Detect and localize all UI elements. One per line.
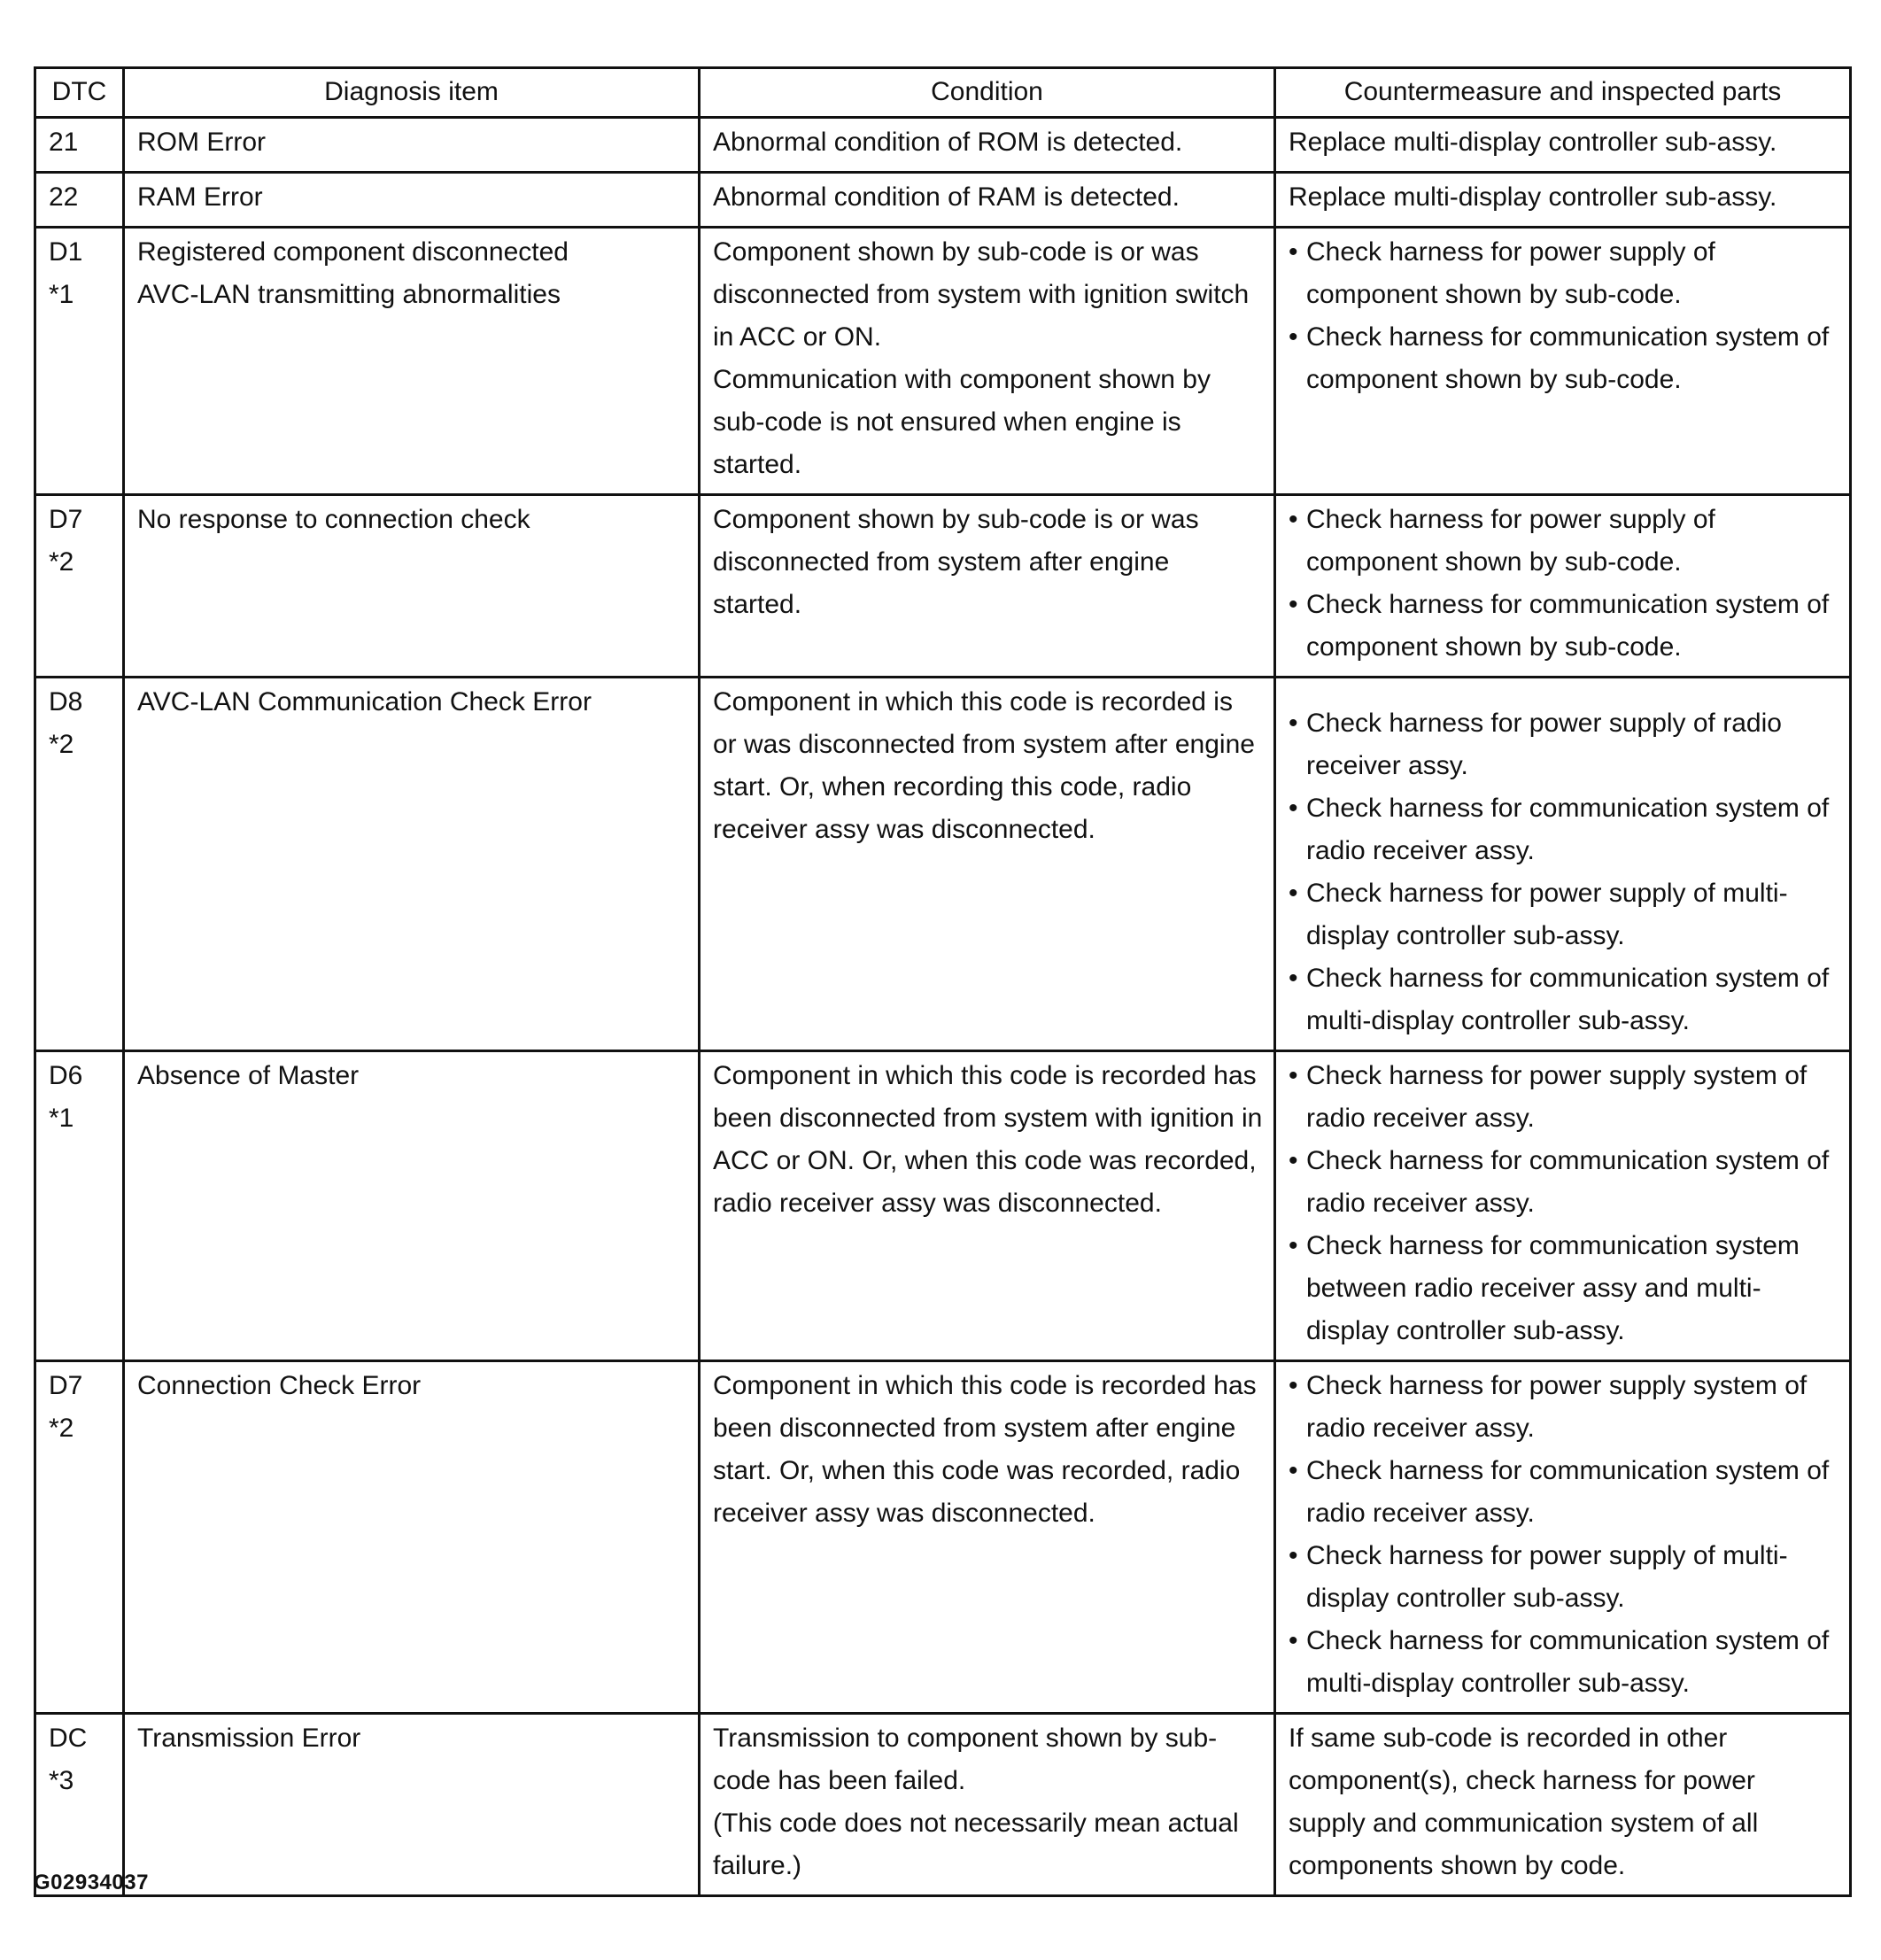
- countermeasure-item: • Check harness for communication system of component shown by sub-code.: [1289, 584, 1838, 669]
- diagnosis-item-cell: [124, 1051, 700, 1361]
- table-row: [35, 1051, 1851, 1361]
- table-row: [35, 118, 1851, 173]
- condition-text: Abnormal condition of ROM is detected.: [713, 128, 1183, 157]
- table-row: [35, 1714, 1851, 1896]
- countermeasure-item: • Check harness for communication system of multi-display controller sub-assy.: [1289, 957, 1838, 1042]
- countermeasure-item: • Check harness for power supply system of radio receiver assy.: [1289, 1055, 1838, 1140]
- dtc-footnote-ref: *3: [49, 1766, 74, 1795]
- countermeasure-cell: [1275, 1051, 1851, 1361]
- condition-cell: [700, 1361, 1275, 1714]
- countermeasure-list: [1289, 1055, 1838, 1352]
- header-diagnosis-item: Diagnosis item: [124, 68, 700, 118]
- diagnosis-item-cell: [124, 678, 700, 1051]
- diagnosis-item-text: RAM Error: [137, 182, 263, 212]
- countermeasure-cell: [1275, 173, 1851, 228]
- dtc-code-cell: [35, 1051, 124, 1361]
- condition-text: Transmission to component shown by sub-code has been failed.: [713, 1724, 1218, 1795]
- diagnosis-item-cell: [124, 1361, 700, 1714]
- countermeasure-cell: [1275, 1361, 1851, 1714]
- condition-text: Component in which this code is recorded is or was disconnected from system after engine start. Or, when recording this code, radio receiver assy was disconnected.: [713, 687, 1255, 844]
- table-row: [35, 228, 1851, 495]
- countermeasure-item: • Check harness for communication system of component shown by sub-code.: [1289, 316, 1838, 401]
- condition-cell: [700, 1051, 1275, 1361]
- countermeasure-item: • Check harness for communication system of radio receiver assy.: [1289, 787, 1838, 872]
- table-row: [35, 173, 1851, 228]
- dtc-footnote-ref: *2: [49, 730, 74, 759]
- condition-text: Component shown by sub-code is or was disconnected from system with ignition switch in ACC or ON.: [713, 237, 1250, 352]
- countermeasure-cell: [1275, 495, 1851, 678]
- condition-cell: [700, 495, 1275, 678]
- condition-cell: [700, 118, 1275, 173]
- condition-text: Component shown by sub-code is or was disconnected from system after engine started.: [713, 505, 1199, 619]
- figure-id: G02934037: [34, 1871, 149, 1894]
- condition-cell: [700, 228, 1275, 495]
- countermeasure-item: • Check harness for communication system of radio receiver assy.: [1289, 1450, 1838, 1535]
- countermeasure-text: Replace multi-display controller sub-assy.: [1289, 128, 1777, 157]
- table-row: [35, 1361, 1851, 1714]
- countermeasure-text: Replace multi-display controller sub-assy.: [1289, 182, 1777, 212]
- dtc-footnote-ref: *2: [49, 1414, 74, 1443]
- dtc-code: D8: [49, 687, 83, 717]
- countermeasure-item: • Check harness for power supply of radio receiver assy.: [1289, 702, 1838, 787]
- condition-cell: [700, 173, 1275, 228]
- dtc-code: D7: [49, 505, 83, 534]
- diagnosis-item-text: No response to connection check: [137, 505, 530, 534]
- countermeasure-list: [1289, 681, 1838, 1042]
- countermeasure-item: • Check harness for power supply of component shown by sub-code.: [1289, 231, 1838, 316]
- diagnosis-item-text: ROM Error: [137, 128, 266, 157]
- diagnosis-item-cell: [124, 228, 700, 495]
- countermeasure-item: • Check harness for power supply system of radio receiver assy.: [1289, 1365, 1838, 1450]
- dtc-code-cell: [35, 1361, 124, 1714]
- condition-text: Component in which this code is recorded has been disconnected from system with ignition in ACC or ON. Or, when this code was recorded, radio receiver assy was disconnected.: [713, 1061, 1263, 1218]
- dtc-footnote-ref: *2: [49, 547, 74, 577]
- countermeasure-cell: [1275, 118, 1851, 173]
- diagnosis-item-cell: [124, 1714, 700, 1896]
- countermeasure-item: • Check harness for communication system of radio receiver assy.: [1289, 1140, 1838, 1225]
- table-row: [35, 495, 1851, 678]
- countermeasure-cell: [1275, 1714, 1851, 1896]
- diagnosis-item-cell: [124, 173, 700, 228]
- condition-cell: [700, 1714, 1275, 1896]
- countermeasure-item: • Check harness for power supply of multi-display controller sub-assy.: [1289, 1535, 1838, 1620]
- dtc-code-cell: [35, 118, 124, 173]
- table-row: [35, 678, 1851, 1051]
- dtc-code-cell: [35, 1714, 124, 1896]
- condition-text: Abnormal condition of RAM is detected.: [713, 182, 1180, 212]
- diagnosis-item-text: AVC-LAN transmitting abnormalities: [137, 280, 561, 309]
- dtc-code-cell: [35, 678, 124, 1051]
- dtc-table: [34, 66, 1852, 1897]
- countermeasure-cell: [1275, 228, 1851, 495]
- countermeasure-text: If same sub-code is recorded in other component(s), check harness for power supply and communication system of all components shown by code.: [1289, 1724, 1759, 1880]
- diagnosis-item-text: Transmission Error: [137, 1724, 361, 1753]
- diagnosis-item-text: Connection Check Error: [137, 1371, 422, 1400]
- diagnosis-item-text: Absence of Master: [137, 1061, 360, 1090]
- header-condition: Condition: [700, 68, 1275, 118]
- dtc-code-cell: [35, 173, 124, 228]
- countermeasure-item: • Check harness for power supply of component shown by sub-code.: [1289, 499, 1838, 584]
- condition-cell: [700, 678, 1275, 1051]
- dtc-code: 22: [49, 182, 79, 212]
- dtc-code-cell: [35, 495, 124, 678]
- diagnosis-item-cell: [124, 495, 700, 678]
- countermeasure-list: [1289, 499, 1838, 669]
- dtc-code: D7: [49, 1371, 83, 1400]
- countermeasure-item: • Check harness for communication system of multi-display controller sub-assy.: [1289, 1620, 1838, 1705]
- countermeasure-item: • Check harness for communication system between radio receiver assy and multi-display controller sub-assy.: [1289, 1225, 1838, 1352]
- header-countermeasure: Countermeasure and inspected parts: [1275, 68, 1851, 118]
- dtc-footnote-ref: *1: [49, 280, 74, 309]
- countermeasure-list: [1289, 231, 1838, 401]
- dtc-code: D6: [49, 1061, 83, 1090]
- condition-text: (This code does not necessarily mean actual failure.): [713, 1809, 1239, 1880]
- diagnosis-item-text: Registered component disconnected: [137, 237, 569, 267]
- diagnosis-item-cell: [124, 118, 700, 173]
- dtc-footnote-ref: *1: [49, 1104, 74, 1133]
- countermeasure-list: [1289, 1365, 1838, 1705]
- diagnosis-item-text: AVC-LAN Communication Check Error: [137, 687, 592, 717]
- dtc-code: D1: [49, 237, 83, 267]
- condition-text: Communication with component shown by sub-code is not ensured when engine is started.: [713, 365, 1211, 479]
- condition-text: Component in which this code is recorded has been disconnected from system after engine start. Or, when this code was recorded, radio receiver assy was disconnected.: [713, 1371, 1257, 1528]
- dtc-code: 21: [49, 128, 79, 157]
- dtc-code: DC: [49, 1724, 88, 1753]
- header-dtc: DTC: [35, 68, 124, 118]
- countermeasure-item: • Check harness for power supply of multi-display controller sub-assy.: [1289, 872, 1838, 957]
- table-header-row: [35, 68, 1851, 118]
- dtc-code-cell: [35, 228, 124, 495]
- countermeasure-cell: [1275, 678, 1851, 1051]
